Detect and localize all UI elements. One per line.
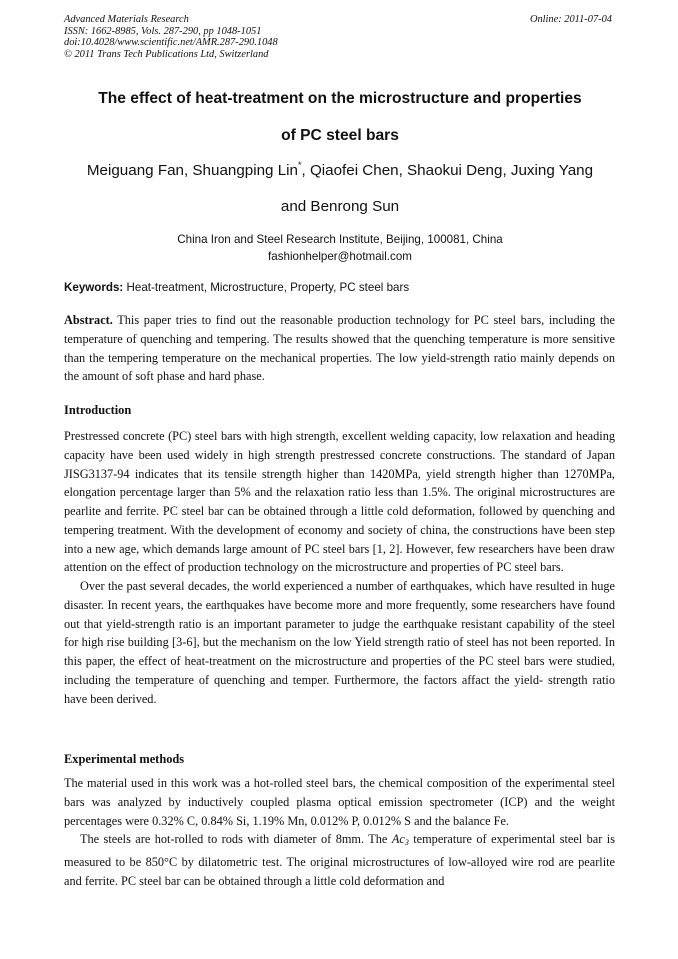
issn-line: ISSN: 1662-8985, Vols. 287-290, pp 1048-1051 bbox=[64, 25, 262, 37]
introduction-body bbox=[64, 427, 615, 708]
journal-header bbox=[64, 14, 278, 60]
doi-line: doi:10.4028/www.scientific.net/AMR.287-290.1048 bbox=[64, 37, 278, 49]
section-heading-introduction: Introduction bbox=[64, 403, 132, 417]
corresponding-author-mark: * bbox=[298, 160, 302, 170]
keywords bbox=[64, 281, 409, 294]
experimental-paragraph-1: The material used in this work was a hot-rolled steel bars, the chemical composition of the experimental steel bars was analyzed by inductively coupled plasma optical emission spectrometer (ICP) and the weight percentages were 0.32% C, 0.84% Si, 1.19% Mn, 0.012% P, 0.012% S and the balance Fe. bbox=[64, 776, 615, 828]
ac3-symbol: $Ac_3$ bbox=[391, 832, 409, 848]
abstract bbox=[64, 311, 615, 386]
paper-title-line-2: of PC steel bars bbox=[281, 127, 399, 144]
copyright-line: © 2011 Trans Tech Publications Ltd, Switzerland bbox=[64, 48, 269, 60]
keywords-label: Keywords: bbox=[64, 281, 124, 294]
author-list-line-2: and Benrong Sun bbox=[280, 198, 400, 215]
experimental-p2-start: The steels are hot-rolled to rods with diameter of 8mm. The bbox=[80, 832, 392, 847]
section-heading-experimental: Experimental methods bbox=[64, 752, 185, 766]
abstract-label: Abstract. bbox=[64, 313, 113, 327]
affiliation: China Iron and Steel Research Institute, Beijing, 100081, China bbox=[177, 233, 503, 246]
introduction-paragraph-2: Over the past several decades, the world experienced a number of earthquakes, which have resulted in huge disaster. In recent years, the earthquakes have become more and more frequently, some researchers have found out that yield-strength ratio is an important parameter to judge the earthquake resistant capability of the steel for high rise building [3-6], but the mechanism on the low Yield strength ratio of steel has not been reported. In this paper, the effect of heat-treatment on the microstructure and properties of the PC steel bars were studied, including the temperature of quenching and temper. Furthermore, the factors affact the yield- strength ratio have been derived. bbox=[64, 579, 615, 706]
experimental-body bbox=[64, 774, 615, 891]
author-names-b: , Qiaofei Chen, Shaokui Deng, Juxing Yang bbox=[301, 162, 594, 179]
introduction-paragraph-1: Prestressed concrete (PC) steel bars with high strength, excellent welding capacity, low relaxation and heading capacity have been used widely in high strength prestressed concrete constructions. The standard of Japan JISG3137-94 indicates that its tensile strength higher than 1420MPa, yield strength higher than 1270MPa, elongation percentage larger than 5% and the relaxation ratio less than 1.5%. The original microstructures are pearlite and ferrite. PC steel bar can be obtained through a little cold deformation, followed by quenching and tempering treatment. With the development of economy and society of china, the constructions have been step into a new age, which demands large amount of PC steel bars [1, 2]. However, few researchers have been draw attention on the effect of production technology on the microstructure and properties of PC steel bars. bbox=[64, 429, 615, 575]
author-names-a: Meiguang Fan, Shuangping Lin bbox=[86, 162, 298, 179]
keywords-text: Heat-treatment, Microstructure, Property, PC steel bars bbox=[123, 281, 410, 294]
abstract-text: This paper tries to find out the reasonable production technology for PC steel bars, including the temperature of quenching and tempering. The results showed that the quenching temperature is more sensitive than the tempering temperature on the mechanical properties. The low yield-strength ratio mainly depends on the amount of soft phase and hard phase. bbox=[64, 313, 615, 384]
online-date: Online: 2011-07-04 bbox=[529, 14, 612, 25]
experimental-p2-rest: temperature of experimental steel bar is measured to be 850°C by dilatometric test. The original microstructures of low-alloyed wire rod are pearlite and ferrite. PC steel bar can be obtained through a little cold deformation and bbox=[64, 832, 615, 888]
journal-name: Advanced Materials Research bbox=[64, 14, 189, 25]
author-email: fashionhelper@hotmail.com bbox=[268, 250, 412, 263]
author-list-line-1 bbox=[20, 162, 660, 179]
experimental-paragraph-2 bbox=[64, 830, 615, 890]
paper-title-line-1: The effect of heat-treatment on the microstructure and properties bbox=[98, 90, 582, 107]
